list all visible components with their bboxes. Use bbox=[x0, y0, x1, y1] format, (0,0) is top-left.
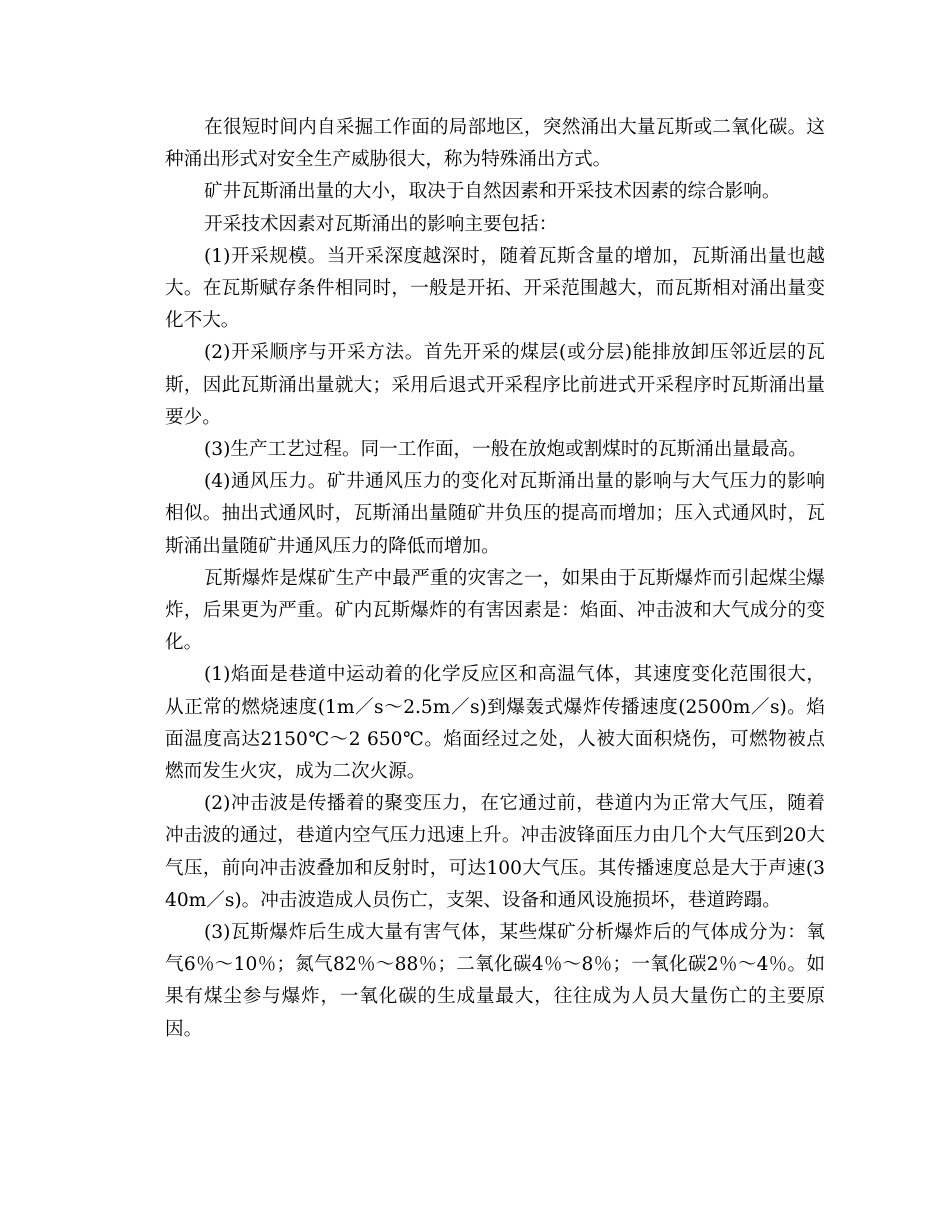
paragraph-mining-sequence: (2)开采顺序与开采方法。首先开采的煤层(或分层)能排放卸压邻近层的瓦斯，因此瓦斯涌出量就大；采用后退式开采程序比前进式开采程序时瓦斯涌出量要少。 bbox=[165, 342, 825, 428]
document-body bbox=[165, 112, 825, 1046]
paragraph-gas-explosion-hazards: 瓦斯爆炸是煤矿生产中最严重的灾害之一，如果由于瓦斯爆炸而引起煤尘爆炸，后果更为严重。矿内瓦斯爆炸的有害因素是：焰面、冲击波和大气成分的变化。 bbox=[165, 567, 825, 654]
paragraph-ventilation-pressure: (4)通风压力。矿井通风压力的变化对瓦斯涌出量的影响与大气压力的影响相似。抽出式通风时，瓦斯涌出量随矿井负压的提高而增加；压入式通风时，瓦斯涌出量随矿井通风压力的降低而增加。 bbox=[165, 471, 825, 557]
paragraph-emission-factors: 矿井瓦斯涌出量的大小，取决于自然因素和开采技术因素的综合影响。 bbox=[204, 181, 781, 203]
paragraph-production-process: (3)生产工艺过程。同一工作面，一般在放炮或割煤时的瓦斯涌出量最高。 bbox=[204, 439, 807, 461]
paragraph-flame-front: (1)焰面是巷道中运动着的化学反应区和高温气体，其速度变化范围很大，从正常的燃烧速度(1m／s～2.5m／s)到爆轰式爆炸传播速度(2500m／s)。焰面温度高达2150℃～2 650℃。焰面经过之处，人被大面积烧伤，可燃物被点燃而发生火灾，成为二次火源。 bbox=[165, 664, 825, 783]
paragraph-mining-scale: (1)开采规模。当开采深度越深时，随着瓦斯含量的增加，瓦斯涌出量也越大。在瓦斯赋存条件相同时，一般是开拓、开采范围越大，而瓦斯相对涌出量变化不大。 bbox=[165, 245, 825, 332]
paragraph-harmful-gases: (3)瓦斯爆炸后生成大量有害气体，某些煤矿分析爆炸后的气体成分为：氧气6％～10％；氮气82％～88％；二氧化碳4％～8％；一氧化碳2％～4％。如果有煤尘参与爆炸，一氧化碳的生成量最大，往往成为人员大量伤亡的主要原因。 bbox=[165, 922, 825, 1040]
paragraph-mining-factors-intro: 开采技术因素对瓦斯涌出的影响主要包括： bbox=[204, 213, 558, 235]
paragraph-sudden-outburst: 在很短时间内自采掘工作面的局部地区，突然涌出大量瓦斯或二氧化碳。这种涌出形式对安全生产威胁很大，称为特殊涌出方式。 bbox=[165, 117, 825, 171]
paragraph-shock-wave: (2)冲击波是传播着的聚变压力，在它通过前，巷道内为正常大气压，随着冲击波的通过，巷道内空气压力迅速上升。冲击波锋面压力由几个大气压到20大气压，前向冲击波叠加和反射时，可达100大气压。其传播速度总是大于声速(340m／s)。冲击波造成人员伤亡，支架、设备和通风设施损坏，巷道跨蹋。 bbox=[165, 793, 825, 911]
